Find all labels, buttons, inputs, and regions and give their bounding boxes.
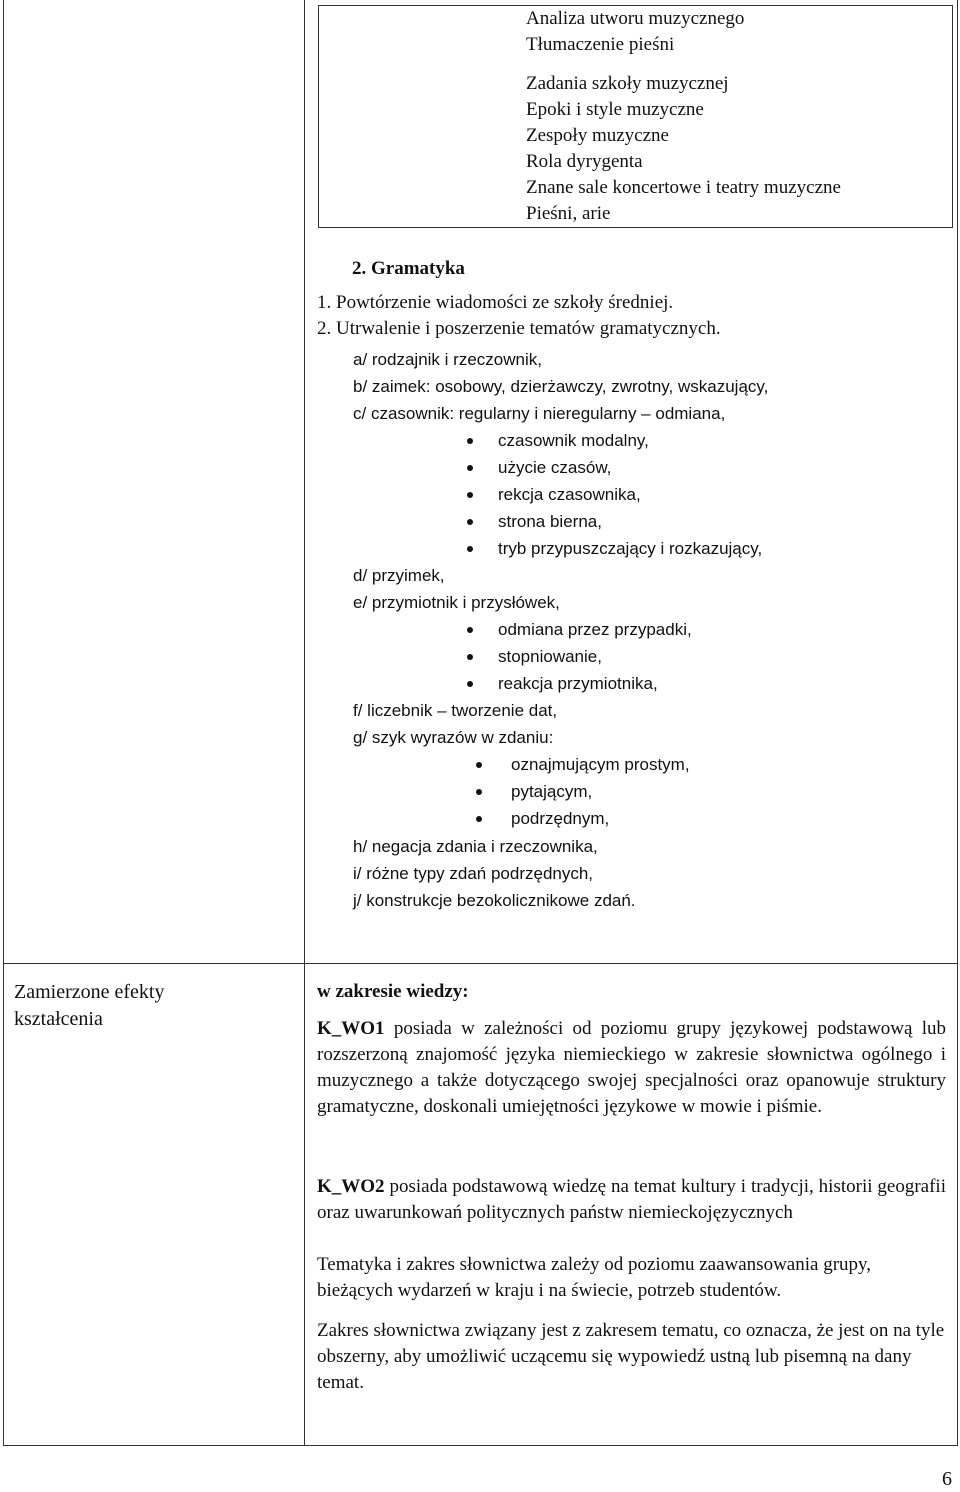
- grammar-subitem: tryb przypuszczający i rozkazujący,: [498, 539, 763, 558]
- table-bottom-border: [3, 1445, 958, 1446]
- outcome-text: posiada podstawową wiedzę na temat kultury i tradycji, historii geografii oraz uwarunkowań politycznych państw niemieckojęzycznych: [317, 1176, 946, 1223]
- grammar-item: c/ czasownik: regularny i nieregularny – odmiana,: [353, 404, 726, 423]
- outcome-code: K_WO1: [317, 1018, 385, 1039]
- numbered-point: 1. Powtórzenie wiadomości ze szkoły średniej.: [317, 292, 674, 313]
- grammar-item: i/ różne typy zdań podrzędnych,: [353, 864, 594, 883]
- bullet-icon: [476, 762, 482, 768]
- learning-outcome-wo1: [317, 1016, 946, 1120]
- grammar-subitem: czasownik modalny,: [498, 431, 649, 450]
- bullet-icon: [467, 546, 473, 552]
- grammar-subitem: stopniowanie,: [498, 647, 602, 666]
- table-row-divider: [3, 963, 958, 964]
- grammar-subitem: odmiana przez przypadki,: [498, 620, 692, 639]
- bullet-icon: [467, 627, 473, 633]
- grammar-item: f/ liczebnik – tworzenie dat,: [353, 701, 558, 720]
- bullet-icon: [467, 681, 473, 687]
- grammar-subitem: użycie czasów,: [498, 458, 612, 477]
- page-number: 6: [942, 1468, 952, 1490]
- grammar-subitem: strona bierna,: [498, 512, 602, 531]
- zakres-paragraph: Zakres słownictwa związany jest z zakresem tematu, co oznacza, że jest on na tyle obszerny, aby umożliwić uczącemu się wypowiedź ustną lub pisemną na dany temat.: [317, 1320, 945, 1393]
- row-label: kształcenia: [14, 1008, 103, 1030]
- grammar-subitem: podrzędnym,: [511, 809, 610, 828]
- table-column-divider: [304, 0, 305, 1446]
- topic-item: Analiza utworu muzycznego: [526, 8, 745, 29]
- bullet-icon: [467, 438, 473, 444]
- bullet-icon: [467, 519, 473, 525]
- grammar-subitem: reakcja przymiotnika,: [498, 674, 658, 693]
- grammar-subitem: rekcja czasownika,: [498, 485, 641, 504]
- grammar-item: h/ negacja zdania i rzeczownika,: [353, 837, 598, 856]
- table-left-border: [3, 0, 4, 1446]
- topic-item: Epoki i style muzyczne: [526, 99, 704, 120]
- grammar-item: a/ rodzajnik i rzeczownik,: [353, 350, 542, 369]
- topic-item: Zadania szkoły muzycznej: [526, 73, 729, 94]
- grammar-item: e/ przymiotnik i przysłówek,: [353, 593, 560, 612]
- grammar-item: g/ szyk wyrazów w zdaniu:: [353, 728, 554, 747]
- tematyka-paragraph: Tematyka i zakres słownictwa zależy od poziomu zaawansowania grupy, bieżących wydarzeń w kraju i na świecie, potrzeb studentów.: [317, 1254, 872, 1301]
- grammar-subitem: oznajmującym prostym,: [511, 755, 690, 774]
- grammar-item: d/ przyimek,: [353, 566, 445, 585]
- topic-item: Pieśni, arie: [526, 203, 611, 224]
- learning-outcome-wo2: [317, 1174, 946, 1226]
- bullet-icon: [476, 816, 482, 822]
- efekty-heading: w zakresie wiedzy:: [317, 981, 469, 1002]
- topic-item: Rola dyrygenta: [526, 151, 643, 172]
- numbered-point: 2. Utrwalenie i poszerzenie tematów gramatycznych.: [317, 318, 721, 339]
- topic-item: Zespoły muzyczne: [526, 125, 669, 146]
- grammar-item: b/ zaimek: osobowy, dzierżawczy, zwrotny, wskazujący,: [353, 377, 769, 396]
- bullet-icon: [467, 654, 473, 660]
- grammar-subitem: pytającym,: [511, 782, 593, 801]
- bullet-icon: [467, 492, 473, 498]
- topic-item: Tłumaczenie pieśni: [526, 34, 675, 55]
- grammar-item: j/ konstrukcje bezokolicznikowe zdań.: [353, 891, 636, 910]
- section-heading: 2. Gramatyka: [352, 258, 465, 279]
- bullet-icon: [476, 789, 482, 795]
- table-right-border: [957, 0, 958, 1446]
- row-label: Zamierzone efekty: [14, 981, 165, 1003]
- outcome-text: posiada w zależności od poziomu grupy językowej podstawową lub rozszerzoną znajomość języka niemieckiego w zakresie słownictwa ogólnego i muzycznego a także dotyczącego swojej specjalności oraz opanowuje struktury gramatyczne, doskonali umiejętności językowe w mowie i piśmie.: [317, 1018, 946, 1117]
- outcome-code: K_WO2: [317, 1176, 385, 1197]
- topic-item: Znane sale koncertowe i teatry muzyczne: [526, 177, 841, 198]
- bullet-icon: [467, 465, 473, 471]
